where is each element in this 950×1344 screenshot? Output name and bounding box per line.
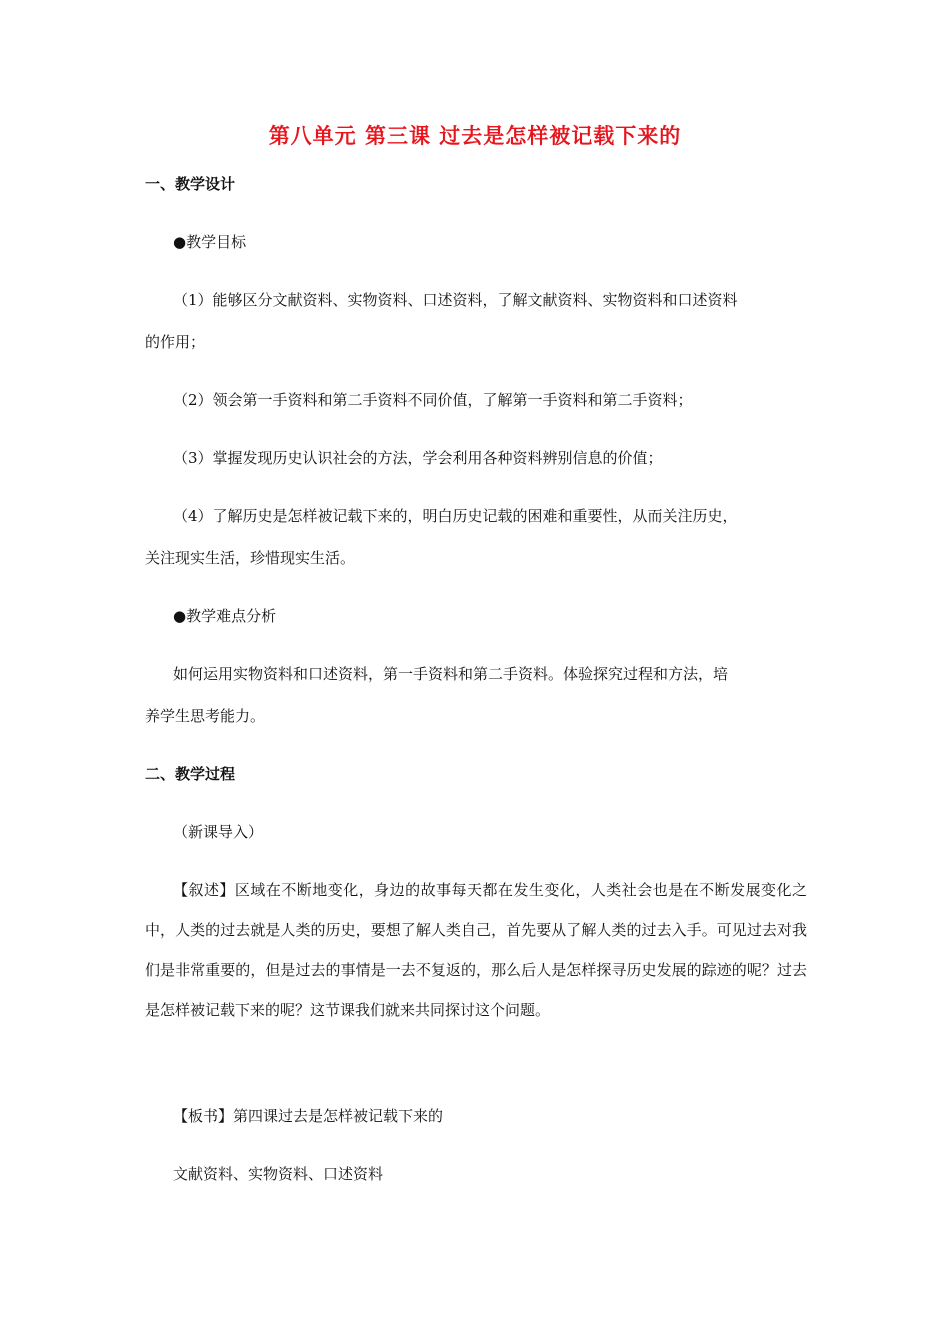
board-items: 文献资料、实物资料、口述资料 [173,1165,384,1183]
difficulty-line1: 如何运用实物资料和口述资料，第一手资料和第二手资料。体验探究过程和方法，培 [173,665,729,683]
objective-4-line2: 关注现实生活，珍惜现实生活。 [145,549,356,567]
difficulty-line2: 养学生思考能力。 [145,707,266,725]
objective-1-line1: （1）能够区分文献资料、实物资料、口述资料，了解文献资料、实物资料和口述资料 [173,291,738,309]
difficulty-heading: ●教学难点分析 [173,607,277,625]
section-heading-process: 二、教学过程 [145,765,236,783]
objective-2: （2）领会第一手资料和第二手资料不同价值，了解第一手资料和第二手资料； [173,391,693,409]
narration-paragraph: 【叙述】区域在不断地变化，身边的故事每天都在发生变化，人类社会也是在不断发展变化之中，人类的过去就是人类的历史，要想了解人类自己，首先要从了解人类的过去入手。可见过去对我们是非常重要的，但是过去的事情是一去不复返的，那么后人是怎样探寻历史发展的踪迹的呢？过去是怎样被记载下来的呢？这节课我们就来共同探讨这个问题。 [145,881,807,1019]
document-title: 第八单元 第三课 过去是怎样被记载下来的 [268,124,682,148]
objective-4-line1: （4）了解历史是怎样被记载下来的，明白历史记载的困难和重要性，从而关注历史， [173,507,738,525]
board-note: 【板书】第四课过去是怎样被记载下来的 [173,1107,444,1125]
intro-label: （新课导入） [173,823,264,841]
objectives-heading: ●教学目标 [173,233,247,251]
section-heading-design: 一、教学设计 [145,175,236,193]
objective-3: （3）掌握发现历史认识社会的方法，学会利用各种资料辨别信息的价值； [173,449,663,467]
objective-1-line2: 的作用； [145,333,206,351]
